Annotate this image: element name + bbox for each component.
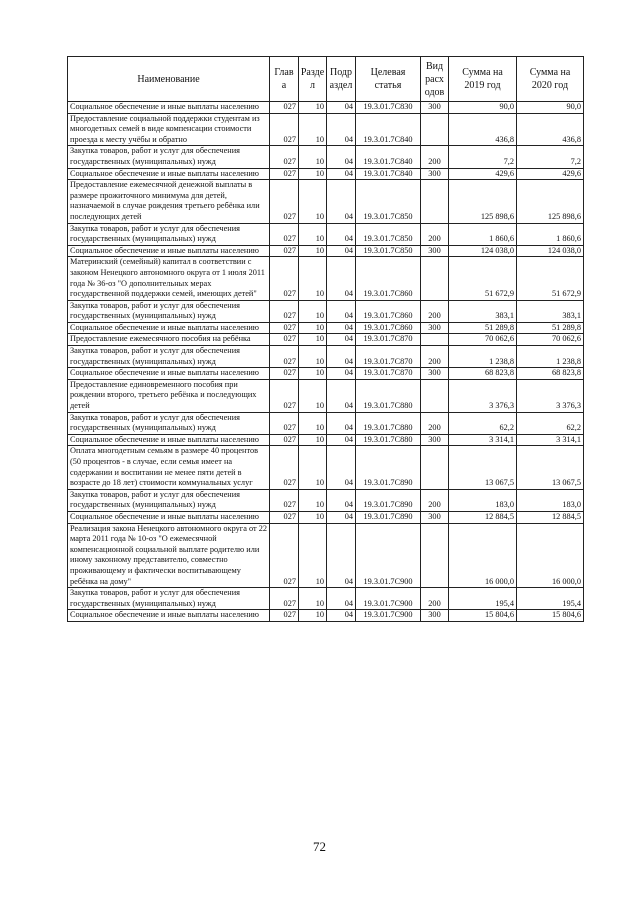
cell-vid [421,257,449,300]
cell-target: 19.3.01.7С890 [356,511,421,523]
cell-glava: 027 [270,511,299,523]
cell-podrazdel: 04 [327,434,356,446]
cell-vid: 200 [421,223,449,245]
cell-podrazdel: 04 [327,523,356,588]
cell-glava: 027 [270,245,299,257]
cell-podrazdel: 04 [327,245,356,257]
cell-glava: 027 [270,257,299,300]
cell-name: Закупка товаров, работ и услуг для обеспечения государственных (муниципальных) нужд [68,146,270,168]
table-row [68,588,584,610]
cell-vid: 300 [421,511,449,523]
cell-sum-2020: 3 376,3 [517,379,584,412]
cell-vid: 300 [421,610,449,622]
cell-vid: 200 [421,489,449,511]
cell-podrazdel: 04 [327,257,356,300]
cell-target: 19.3.01.7С880 [356,412,421,434]
cell-name: Социальное обеспечение и иные выплаты населению [68,368,270,380]
cell-name: Закупка товаров, работ и услуг для обеспечения государственных (муниципальных) нужд [68,223,270,245]
cell-podrazdel: 04 [327,412,356,434]
cell-podrazdel: 04 [327,588,356,610]
cell-sum-2019: 70 062,6 [449,334,517,346]
cell-podrazdel: 04 [327,379,356,412]
cell-sum-2020: 70 062,6 [517,334,584,346]
cell-razdel: 10 [299,146,327,168]
cell-sum-2019: 436,8 [449,113,517,146]
cell-sum-2020: 12 884,5 [517,511,584,523]
cell-sum-2020: 62,2 [517,412,584,434]
header-vid: Вид расх одов [421,57,449,102]
budget-table [67,56,584,622]
cell-target: 19.3.01.7С860 [356,300,421,322]
cell-target: 19.3.01.7С900 [356,523,421,588]
cell-vid: 300 [421,245,449,257]
cell-target: 19.3.01.7С870 [356,334,421,346]
header-target: Целевая статья [356,57,421,102]
cell-podrazdel: 04 [327,489,356,511]
cell-razdel: 10 [299,168,327,180]
cell-name: Закупка товаров, работ и услуг для обеспечения государственных (муниципальных) нужд [68,489,270,511]
cell-podrazdel: 04 [327,322,356,334]
cell-sum-2019: 183,0 [449,489,517,511]
page-number: 72 [313,839,326,854]
table-row [68,113,584,146]
cell-razdel: 10 [299,257,327,300]
cell-vid: 300 [421,168,449,180]
cell-razdel: 10 [299,180,327,223]
cell-sum-2019: 62,2 [449,412,517,434]
cell-target: 19.3.01.7С840 [356,168,421,180]
cell-vid: 200 [421,588,449,610]
table-body [68,102,584,622]
cell-name: Социальное обеспечение и иные выплаты населению [68,511,270,523]
cell-sum-2019: 15 804,6 [449,610,517,622]
table-row [68,168,584,180]
table-row [68,346,584,368]
table-row [68,223,584,245]
cell-target: 19.3.01.7С860 [356,257,421,300]
cell-name: Социальное обеспечение и иные выплаты населению [68,168,270,180]
cell-sum-2020: 429,6 [517,168,584,180]
cell-podrazdel: 04 [327,610,356,622]
cell-glava: 027 [270,368,299,380]
cell-podrazdel: 04 [327,300,356,322]
cell-razdel: 10 [299,610,327,622]
header-sum-2019: Сумма на 2019 год [449,57,517,102]
header-name: Наименование [68,57,270,102]
cell-vid [421,523,449,588]
cell-name: Закупка товаров, работ и услуг для обеспечения государственных (муниципальных) нужд [68,588,270,610]
header-podrazdel: Подр аздел [327,57,356,102]
cell-sum-2019: 1 238,8 [449,346,517,368]
cell-razdel: 10 [299,434,327,446]
cell-target: 19.3.01.7С850 [356,245,421,257]
cell-name: Закупка товаров, работ и услуг для обеспечения государственных (муниципальных) нужд [68,300,270,322]
cell-sum-2019: 124 038,0 [449,245,517,257]
table-row [68,368,584,380]
cell-sum-2019: 125 898,6 [449,180,517,223]
cell-target: 19.3.01.7С860 [356,322,421,334]
cell-sum-2020: 90,0 [517,102,584,114]
cell-sum-2019: 68 823,8 [449,368,517,380]
cell-sum-2019: 3 314,1 [449,434,517,446]
cell-razdel: 10 [299,322,327,334]
cell-vid [421,334,449,346]
table-row [68,257,584,300]
table-row [68,434,584,446]
table-row [68,322,584,334]
cell-vid: 200 [421,300,449,322]
header-glava: Глав а [270,57,299,102]
cell-razdel: 10 [299,379,327,412]
cell-podrazdel: 04 [327,113,356,146]
cell-podrazdel: 04 [327,368,356,380]
header-razdel: Разде л [299,57,327,102]
cell-sum-2019: 195,4 [449,588,517,610]
cell-target: 19.3.01.7С830 [356,102,421,114]
cell-sum-2020: 68 823,8 [517,368,584,380]
header-sum-2020: Сумма на 2020 год [517,57,584,102]
cell-glava: 027 [270,300,299,322]
cell-glava: 027 [270,588,299,610]
cell-target: 19.3.01.7С870 [356,346,421,368]
cell-razdel: 10 [299,412,327,434]
cell-name: Социальное обеспечение и иные выплаты населению [68,102,270,114]
cell-razdel: 10 [299,588,327,610]
cell-podrazdel: 04 [327,146,356,168]
cell-vid [421,113,449,146]
cell-target: 19.3.01.7С890 [356,489,421,511]
cell-sum-2019: 429,6 [449,168,517,180]
cell-glava: 027 [270,223,299,245]
cell-glava: 027 [270,334,299,346]
table-row [68,300,584,322]
cell-podrazdel: 04 [327,102,356,114]
cell-sum-2019: 90,0 [449,102,517,114]
cell-target: 19.3.01.7С850 [356,223,421,245]
cell-vid: 300 [421,434,449,446]
cell-sum-2020: 183,0 [517,489,584,511]
cell-razdel: 10 [299,113,327,146]
cell-sum-2020: 125 898,6 [517,180,584,223]
cell-glava: 027 [270,346,299,368]
cell-podrazdel: 04 [327,511,356,523]
cell-glava: 027 [270,446,299,489]
cell-target: 19.3.01.7С890 [356,446,421,489]
cell-glava: 027 [270,180,299,223]
cell-sum-2020: 195,4 [517,588,584,610]
table-row [68,412,584,434]
cell-name: Социальное обеспечение и иные выплаты населению [68,434,270,446]
cell-target: 19.3.01.7С880 [356,379,421,412]
cell-glava: 027 [270,523,299,588]
table-row [68,180,584,223]
cell-razdel: 10 [299,511,327,523]
cell-vid [421,379,449,412]
table-row [68,511,584,523]
cell-name: Социальное обеспечение и иные выплаты населению [68,610,270,622]
cell-name: Оплата многодетным семьям в размере 40 процентов (50 процентов - в случае, если семья имеет на содержании и воспитании не менее пяти детей в возрасте до 18 лет) стоимости коммунальных услуг [68,446,270,489]
cell-name: Предоставление ежемесячной денежной выплаты в размере прожиточного минимума для детей, назначаемой в случае рождения третьего ребёнка или последующих детей [68,180,270,223]
cell-target: 19.3.01.7С900 [356,588,421,610]
table-row [68,146,584,168]
cell-glava: 027 [270,412,299,434]
cell-vid [421,446,449,489]
cell-podrazdel: 04 [327,446,356,489]
cell-glava: 027 [270,168,299,180]
cell-razdel: 10 [299,368,327,380]
cell-vid [421,180,449,223]
table-row [68,523,584,588]
cell-name: Предоставление социальной поддержки студентам из многодетных семей в виде компенсации стоимости проезда к месту учёбы и обратно [68,113,270,146]
cell-target: 19.3.01.7С840 [356,113,421,146]
cell-glava: 027 [270,379,299,412]
cell-podrazdel: 04 [327,180,356,223]
table-row [68,245,584,257]
table-row [68,610,584,622]
cell-sum-2020: 1 238,8 [517,346,584,368]
cell-name: Закупка товаров, работ и услуг для обеспечения государственных (муниципальных) нужд [68,412,270,434]
cell-podrazdel: 04 [327,223,356,245]
cell-name: Закупка товаров, работ и услуг для обеспечения государственных (муниципальных) нужд [68,346,270,368]
cell-glava: 027 [270,434,299,446]
cell-razdel: 10 [299,223,327,245]
cell-sum-2020: 51 289,8 [517,322,584,334]
cell-vid: 200 [421,146,449,168]
cell-target: 19.3.01.7С850 [356,180,421,223]
cell-glava: 027 [270,610,299,622]
cell-sum-2020: 3 314,1 [517,434,584,446]
cell-sum-2020: 7,2 [517,146,584,168]
cell-glava: 027 [270,102,299,114]
cell-razdel: 10 [299,446,327,489]
cell-sum-2020: 436,8 [517,113,584,146]
cell-podrazdel: 04 [327,346,356,368]
cell-sum-2020: 13 067,5 [517,446,584,489]
cell-name: Предоставление единовременного пособия при рождении второго, третьего ребёнка и последующих детей [68,379,270,412]
table-row [68,102,584,114]
cell-vid: 200 [421,346,449,368]
cell-podrazdel: 04 [327,334,356,346]
cell-razdel: 10 [299,102,327,114]
cell-vid: 300 [421,368,449,380]
cell-target: 19.3.01.7С870 [356,368,421,380]
cell-razdel: 10 [299,300,327,322]
cell-glava: 027 [270,113,299,146]
table-row [68,379,584,412]
cell-sum-2019: 7,2 [449,146,517,168]
cell-sum-2020: 383,1 [517,300,584,322]
cell-sum-2019: 13 067,5 [449,446,517,489]
cell-name: Реализация закона Ненецкого автономного округа от 22 марта 2011 года № 10-оз "О ежемесячной компенсационной социальной выплате родителю или иному законному представителю, совместно проживающему и фактически воспитывающему ребёнка на дому" [68,523,270,588]
header-row [68,57,584,102]
cell-sum-2019: 51 289,8 [449,322,517,334]
cell-sum-2019: 3 376,3 [449,379,517,412]
cell-sum-2020: 124 038,0 [517,245,584,257]
cell-sum-2019: 51 672,9 [449,257,517,300]
cell-razdel: 10 [299,489,327,511]
cell-vid: 300 [421,322,449,334]
cell-target: 19.3.01.7С840 [356,146,421,168]
cell-sum-2019: 12 884,5 [449,511,517,523]
cell-vid: 300 [421,102,449,114]
cell-sum-2020: 51 672,9 [517,257,584,300]
cell-sum-2019: 383,1 [449,300,517,322]
table-row [68,446,584,489]
cell-sum-2020: 1 860,6 [517,223,584,245]
cell-target: 19.3.01.7С900 [356,610,421,622]
cell-glava: 027 [270,146,299,168]
cell-razdel: 10 [299,523,327,588]
cell-target: 19.3.01.7С880 [356,434,421,446]
cell-sum-2020: 15 804,6 [517,610,584,622]
table-row [68,489,584,511]
cell-name: Материнский (семейный) капитал в соответствии с законом Ненецкого автономного округа от 1 июля 2011 года № 36-оз "О дополнительных мерах государственной поддержки семей, имеющих детей" [68,257,270,300]
cell-glava: 027 [270,489,299,511]
table-row [68,334,584,346]
cell-razdel: 10 [299,334,327,346]
cell-sum-2020: 16 000,0 [517,523,584,588]
cell-name: Предоставление ежемесячного пособия на ребёнка [68,334,270,346]
cell-podrazdel: 04 [327,168,356,180]
cell-razdel: 10 [299,346,327,368]
cell-sum-2019: 16 000,0 [449,523,517,588]
cell-glava: 027 [270,322,299,334]
cell-name: Социальное обеспечение и иные выплаты населению [68,245,270,257]
cell-vid: 200 [421,412,449,434]
cell-sum-2019: 1 860,6 [449,223,517,245]
cell-name: Социальное обеспечение и иные выплаты населению [68,322,270,334]
table-header [68,57,584,102]
cell-razdel: 10 [299,245,327,257]
